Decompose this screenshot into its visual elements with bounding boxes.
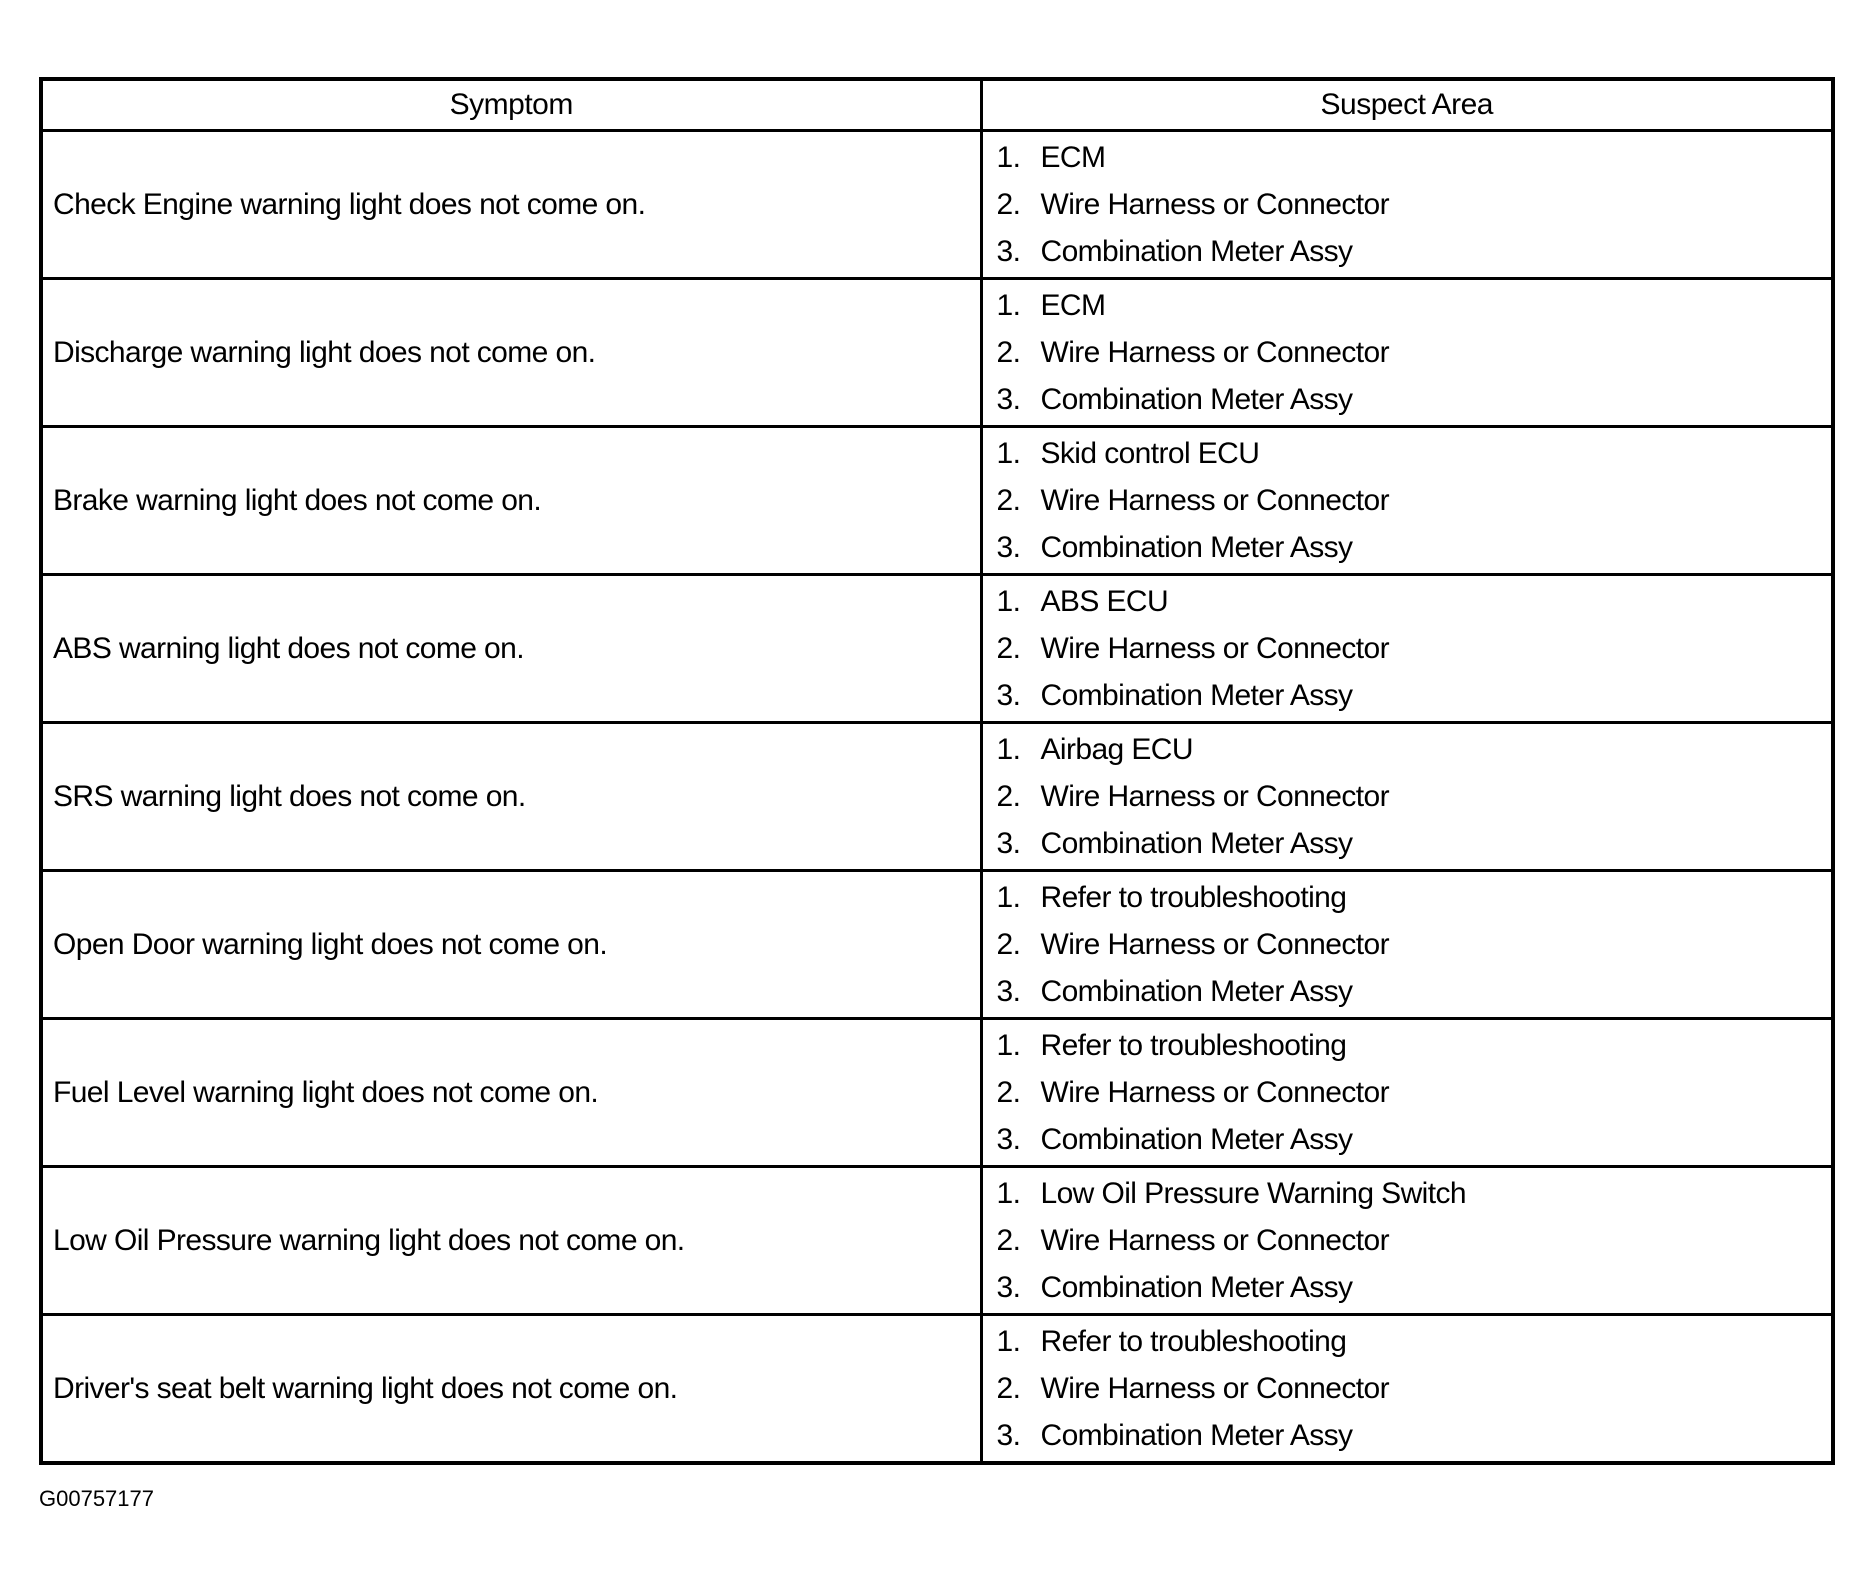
suspect-text: Combination Meter Assy [1040,1123,1353,1156]
suspect-number: 1. [996,585,1021,618]
suspect-item [997,477,1832,524]
suspect-item [997,430,1832,477]
suspect-area-cell [981,427,1833,575]
suspect-list [997,282,1832,423]
suspect-list [997,1022,1832,1163]
table-row [41,871,1833,1019]
suspect-area-cell [981,871,1833,1019]
column-header-suspect-area: Suspect Area [981,79,1833,131]
table-row [41,1019,1833,1167]
suspect-item [997,968,1832,1015]
suspect-item [997,329,1832,376]
suspect-number: 3. [996,235,1021,268]
suspect-list [997,1170,1832,1311]
suspect-text: Wire Harness or Connector [1040,1372,1389,1405]
suspect-item [997,921,1832,968]
suspect-item [997,773,1832,820]
suspect-text: ABS ECU [1040,585,1169,618]
suspect-text: Combination Meter Assy [1040,383,1353,416]
suspect-item [997,726,1832,773]
suspect-list [997,134,1832,275]
suspect-number: 1. [996,437,1021,470]
suspect-item [997,820,1832,867]
symptom-suspect-table [39,77,1835,1465]
suspect-item [997,228,1832,275]
suspect-list [997,1318,1832,1459]
suspect-text: Refer to troubleshooting [1040,881,1347,914]
table-row [41,279,1833,427]
suspect-list [997,874,1832,1015]
symptom-cell: Check Engine warning light does not come on. [41,131,981,279]
suspect-list [997,726,1832,867]
suspect-area-cell [981,723,1833,871]
suspect-text: Wire Harness or Connector [1040,1076,1389,1109]
suspect-item [997,1217,1832,1264]
table-row [41,131,1833,279]
suspect-number: 1. [996,881,1021,914]
suspect-number: 1. [996,1029,1021,1062]
suspect-number: 1. [996,289,1021,322]
suspect-number: 2. [996,780,1021,813]
suspect-text: Combination Meter Assy [1040,827,1353,860]
suspect-item [997,181,1832,228]
suspect-text: Wire Harness or Connector [1040,336,1389,369]
suspect-text: Combination Meter Assy [1040,235,1353,268]
table-row [41,1167,1833,1315]
suspect-number: 3. [996,827,1021,860]
suspect-list [997,578,1832,719]
suspect-text: Combination Meter Assy [1040,679,1353,712]
figure-id: G00757177 [39,1486,154,1511]
suspect-item [997,376,1832,423]
suspect-item [997,1365,1832,1412]
symptom-cell: Discharge warning light does not come on. [41,279,981,427]
suspect-number: 3. [996,1123,1021,1156]
table-row [41,723,1833,871]
suspect-number: 3. [996,1271,1021,1304]
symptom-cell: Driver's seat belt warning light does not come on. [41,1315,981,1464]
suspect-text: Skid control ECU [1040,437,1260,470]
column-header-symptom: Symptom [41,79,981,131]
suspect-item [997,1116,1832,1163]
suspect-area-cell [981,279,1833,427]
suspect-number: 1. [996,1177,1021,1210]
suspect-item [997,874,1832,921]
suspect-number: 2. [996,336,1021,369]
suspect-text: Wire Harness or Connector [1040,632,1389,665]
suspect-item [997,1412,1832,1459]
suspect-number: 1. [996,1325,1021,1358]
diagnosis-table-container [39,77,1835,1465]
suspect-text: ECM [1040,289,1106,322]
table-row [41,427,1833,575]
suspect-text: Refer to troubleshooting [1040,1029,1347,1062]
suspect-text: Airbag ECU [1040,733,1193,766]
suspect-number: 1. [996,141,1021,174]
suspect-number: 2. [996,632,1021,665]
suspect-item [997,524,1832,571]
suspect-item [997,625,1832,672]
symptom-cell: Low Oil Pressure warning light does not come on. [41,1167,981,1315]
suspect-number: 3. [996,975,1021,1008]
suspect-area-cell [981,131,1833,279]
suspect-item [997,134,1832,181]
suspect-list [997,430,1832,571]
table-row [41,1315,1833,1464]
suspect-number: 3. [996,679,1021,712]
suspect-number: 1. [996,733,1021,766]
table-row [41,575,1833,723]
suspect-number: 3. [996,383,1021,416]
suspect-text: Refer to troubleshooting [1040,1325,1347,1358]
suspect-item [997,1069,1832,1116]
symptom-cell: Fuel Level warning light does not come on. [41,1019,981,1167]
suspect-area-cell [981,1315,1833,1464]
table-body [41,131,1833,1464]
suspect-area-cell [981,1167,1833,1315]
suspect-item [997,578,1832,625]
suspect-area-cell [981,575,1833,723]
suspect-text: Combination Meter Assy [1040,1419,1353,1452]
suspect-item [997,1264,1832,1311]
suspect-number: 2. [996,1224,1021,1257]
suspect-text: Wire Harness or Connector [1040,484,1389,517]
suspect-area-cell [981,1019,1833,1167]
suspect-text: ECM [1040,141,1106,174]
suspect-text: Low Oil Pressure Warning Switch [1040,1177,1466,1210]
suspect-text: Wire Harness or Connector [1040,780,1389,813]
suspect-number: 3. [996,531,1021,564]
symptom-cell: Brake warning light does not come on. [41,427,981,575]
suspect-item [997,1318,1832,1365]
symptom-cell: Open Door warning light does not come on. [41,871,981,1019]
suspect-item [997,672,1832,719]
symptom-cell: ABS warning light does not come on. [41,575,981,723]
symptom-cell: SRS warning light does not come on. [41,723,981,871]
suspect-item [997,282,1832,329]
suspect-text: Combination Meter Assy [1040,531,1353,564]
suspect-text: Wire Harness or Connector [1040,1224,1389,1257]
suspect-number: 2. [996,1076,1021,1109]
suspect-number: 2. [996,1372,1021,1405]
suspect-text: Combination Meter Assy [1040,1271,1353,1304]
suspect-item [997,1022,1832,1069]
table-header-row [41,79,1833,131]
suspect-text: Wire Harness or Connector [1040,928,1389,961]
suspect-item [997,1170,1832,1217]
suspect-number: 3. [996,1419,1021,1452]
suspect-number: 2. [996,188,1021,221]
suspect-text: Combination Meter Assy [1040,975,1353,1008]
suspect-number: 2. [996,484,1021,517]
suspect-number: 2. [996,928,1021,961]
suspect-text: Wire Harness or Connector [1040,188,1389,221]
